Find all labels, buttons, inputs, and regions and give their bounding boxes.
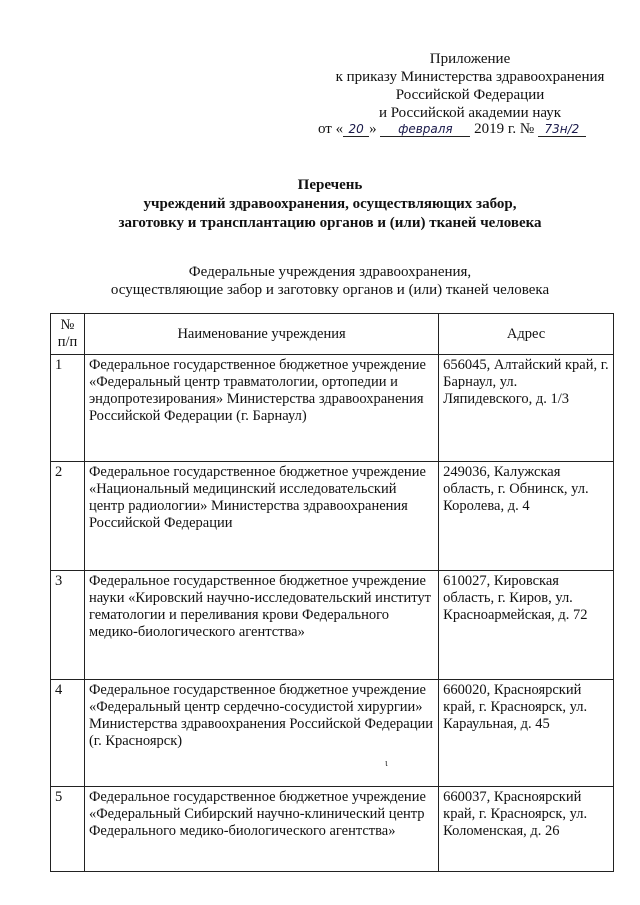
table-row — [51, 571, 614, 680]
row-address: 660037, Красноярский край, г. Красноярск, ул. Коломенская, д. 26 — [439, 787, 614, 872]
title-line: Перечень — [297, 177, 363, 193]
appendix-block — [300, 50, 640, 122]
table-row — [51, 462, 614, 571]
date-mid: » — [369, 121, 377, 137]
title-line: учреждений здравоохранения, осуществляющих забор, — [143, 196, 517, 212]
section-subtitle — [60, 263, 600, 299]
row-num: 5 — [51, 787, 85, 872]
subtitle-line: осуществляющие забор и заготовку органов и (или) тканей человека — [110, 282, 550, 298]
title-line: заготовку и трансплантацию органов и (или) тканей человека — [118, 215, 542, 231]
subtitle-line: Федеральные учреждения здравоохранения, — [188, 264, 472, 280]
row-name: Федеральное государственное бюджетное учреждение «Федеральный Сибирский научно-клинический центр Федерального медико-биологического агентства» — [84, 787, 438, 872]
row-num: 2 — [51, 462, 85, 571]
date-prefix: от « — [318, 121, 344, 137]
appendix-line: Приложение — [429, 51, 511, 67]
row-num: 4 — [51, 680, 85, 787]
table-header-row — [51, 314, 614, 355]
order-date-line — [318, 121, 586, 138]
handwritten-day: 20 — [343, 122, 369, 137]
institutions-table — [50, 313, 614, 872]
document-title — [60, 176, 600, 233]
scan-speck: ι — [385, 758, 388, 769]
header-address: Адрес — [439, 314, 614, 355]
handwritten-month: февраля — [380, 122, 470, 137]
appendix-line: и Российской академии наук — [378, 105, 562, 121]
header-name: Наименование учреждения — [84, 314, 438, 355]
appendix-line: Российской Федерации — [395, 87, 545, 103]
row-num: 3 — [51, 571, 85, 680]
table-row — [51, 787, 614, 872]
row-name: Федеральное государственное бюджетное учреждение «Федеральный центр сердечно-сосудистой хирургии» Министерства здравоохранения Российской Федерации (г. Красноярск) — [84, 680, 438, 787]
table-row — [51, 355, 614, 462]
row-name: Федеральное государственное бюджетное учреждение науки «Кировский научно-исследовательский институт гематологии и переливания крови Федерального медико-биологического агентства» — [84, 571, 438, 680]
year-text: 2019 г. № — [474, 121, 535, 137]
row-address: 610027, Кировская область, г. Киров, ул. Красноармейская, д. 72 — [439, 571, 614, 680]
handwritten-number: 73н/2 — [538, 122, 586, 137]
row-name: Федеральное государственное бюджетное учреждение «Федеральный центр травматологии, ортопедии и эндопротезирования» Министерства здравоохранения Российской Федерации (г. Барнаул) — [84, 355, 438, 462]
row-address: 660020, Красноярский край, г. Красноярск, ул. Караульная, д. 45 — [439, 680, 614, 787]
row-address: 249036, Калужская область, г. Обнинск, ул. Королева, д. 4 — [439, 462, 614, 571]
appendix-line: к приказу Министерства здравоохранения — [335, 69, 605, 85]
row-name: Федеральное государственное бюджетное учреждение «Национальный медицинский исследовательский центр радиологии» Министерства здравоохранения Российской Федерации — [84, 462, 438, 571]
row-address: 656045, Алтайский край, г. Барнаул, ул. Ляпидевского, д. 1/3 — [439, 355, 614, 462]
row-num: 1 — [51, 355, 85, 462]
table-row — [51, 680, 614, 787]
header-num: № п/п — [51, 314, 85, 355]
